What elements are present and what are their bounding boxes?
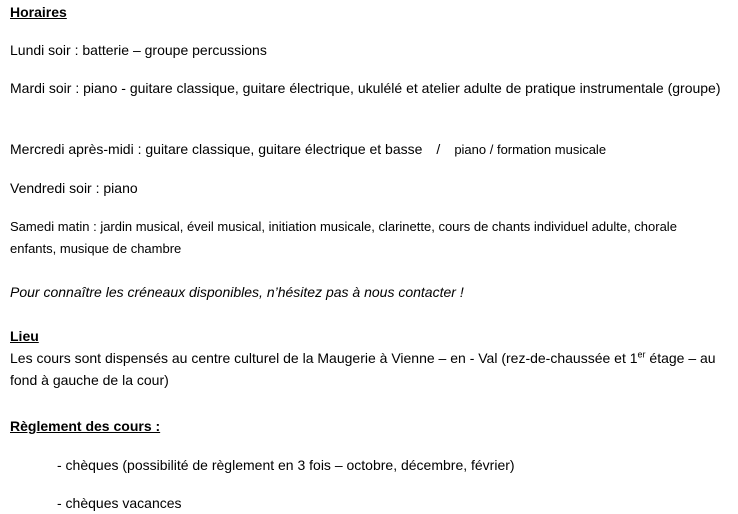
- schedule-saturday: Samedi matin : jardin musical, éveil musical, initiation musicale, clarinette, cours de chants individuel adulte, chorale enfants, musique de chambre: [10, 219, 677, 256]
- lieu-text-superscript: er: [637, 349, 646, 360]
- schedule-tuesday: Mardi soir : piano - guitare classique, guitare électrique, ukulélé et atelier adulte de pratique instrumentale (groupe): [10, 80, 721, 96]
- lieu-text: [10, 347, 732, 391]
- reglement-heading: Règlement des cours :: [10, 418, 161, 434]
- schedule-friday: Vendredi soir : piano: [10, 180, 138, 196]
- schedule-wednesday-separator: /: [436, 141, 441, 157]
- horaires-heading: Horaires: [10, 4, 67, 20]
- lieu-heading: Lieu: [10, 328, 39, 344]
- schedule-wednesday-main: Mercredi après-midi : guitare classique, guitare électrique et basse: [10, 141, 423, 157]
- schedule-monday: Lundi soir : batterie – groupe percussions: [10, 42, 267, 58]
- reglement-item-cheques-vacances: - chèques vacances: [57, 495, 182, 511]
- schedule-wednesday-extra: piano / formation musicale: [454, 142, 607, 157]
- lieu-text-end: étage – au fond à gauche de la cour): [10, 350, 716, 388]
- schedule-wednesday: [10, 138, 728, 161]
- lieu-text-main: Les cours sont dispensés au centre culturel de la Maugerie à Vienne – en - Val (rez-de-chaussée et 1: [10, 350, 638, 366]
- contact-note: Pour connaître les créneaux disponibles, n’hésitez pas à nous contacter !: [10, 284, 464, 300]
- reglement-item-cheques: - chèques (possibilité de règlement en 3 fois – octobre, décembre, février): [57, 457, 515, 473]
